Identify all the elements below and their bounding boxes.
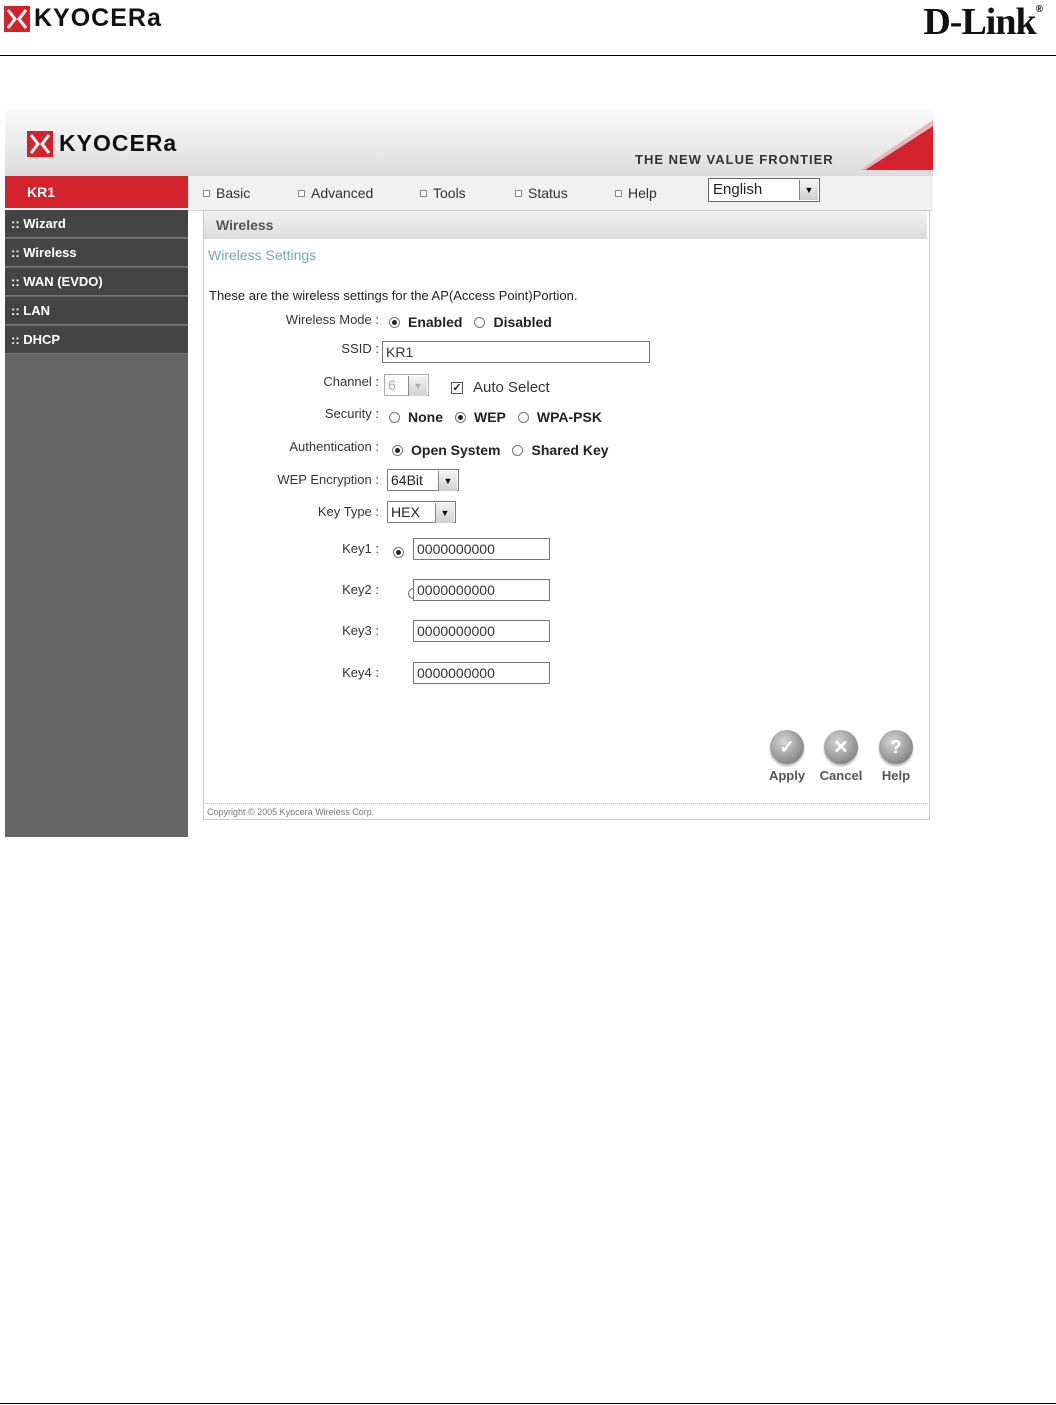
radio-open-system-label: Open System xyxy=(411,442,501,458)
security-label: Security : xyxy=(324,406,379,421)
sidebar-item-wan[interactable]: :: WAN (EVDO) xyxy=(5,268,188,296)
help-label: Help xyxy=(881,768,911,783)
chevron-down-icon[interactable]: ▼ xyxy=(438,471,457,491)
wep-encryption-select[interactable] xyxy=(387,469,459,491)
security-group xyxy=(389,409,602,425)
key4-input[interactable]: 0000000000 xyxy=(413,662,550,684)
nav-help[interactable] xyxy=(615,185,657,201)
nav-label: Basic xyxy=(216,185,251,201)
key3-label: Key3 : xyxy=(342,623,379,638)
wireless-mode-label: Wireless Mode : xyxy=(285,312,379,327)
key-type-value: HEX xyxy=(391,504,420,520)
radio-wep[interactable] xyxy=(455,412,466,423)
wireless-mode-group xyxy=(389,314,552,330)
app-logo xyxy=(27,130,177,157)
cancel-label: Cancel xyxy=(819,768,863,783)
header-rule xyxy=(0,55,1056,56)
sidebar-item-wizard[interactable]: :: Wizard xyxy=(5,210,188,238)
key3-input[interactable]: 0000000000 xyxy=(413,620,550,642)
radio-shared-key-label: Shared Key xyxy=(531,442,609,458)
key4-label: Key4 : xyxy=(342,665,379,680)
bullet-icon xyxy=(420,190,427,197)
radio-none[interactable] xyxy=(389,412,400,423)
device-name-label: KR1 xyxy=(5,176,188,208)
language-select[interactable] xyxy=(708,178,820,202)
ssid-label: SSID : xyxy=(341,341,379,356)
description: These are the wireless settings for the AP(Access Point)Portion. xyxy=(209,288,578,303)
chevron-down-icon[interactable]: ▼ xyxy=(435,503,454,523)
cancel-button[interactable] xyxy=(819,730,863,783)
nav-label: Status xyxy=(528,185,568,201)
checkmark-icon[interactable]: ✓ xyxy=(770,730,804,764)
sidebar-item-dhcp[interactable]: :: DHCP xyxy=(5,326,188,354)
chevron-down-icon[interactable]: ▼ xyxy=(408,376,427,396)
radio-open-system[interactable] xyxy=(392,445,403,456)
ssid-input[interactable]: KR1 xyxy=(382,341,650,363)
tagline: THE NEW VALUE FRONTIER xyxy=(635,152,834,167)
apply-button[interactable] xyxy=(765,730,809,783)
chevron-down-icon[interactable]: ▼ xyxy=(799,180,818,200)
nav-label: Help xyxy=(628,185,657,201)
dlink-wordmark: D-Link xyxy=(923,1,1036,43)
tab-wireless: Wireless xyxy=(204,211,927,239)
footer-divider xyxy=(203,803,928,804)
auto-select-label: Auto Select xyxy=(473,379,550,396)
help-button[interactable] xyxy=(874,730,918,783)
radio-enabled[interactable] xyxy=(389,317,400,328)
language-value: English xyxy=(713,181,763,198)
app-banner xyxy=(5,110,933,176)
section-title: Wireless Settings xyxy=(208,247,317,263)
authentication-label: Authentication : xyxy=(289,439,379,454)
radio-enabled-label: Enabled xyxy=(408,314,463,330)
dlink-logo xyxy=(923,0,1042,44)
radio-wep-label: WEP xyxy=(474,409,506,425)
apply-label: Apply xyxy=(768,768,806,783)
bullet-icon xyxy=(615,190,622,197)
nav-advanced[interactable] xyxy=(298,185,373,201)
copyright-text: Copyright © 2005 Kyocera Wireless Corp. xyxy=(207,807,375,817)
radio-wpa-psk-label: WPA-PSK xyxy=(536,409,602,425)
bullet-icon xyxy=(203,190,210,197)
key1-radio[interactable] xyxy=(393,547,404,558)
key1-label: Key1 : xyxy=(342,541,379,556)
channel-label: Channel : xyxy=(323,374,379,389)
channel-select[interactable] xyxy=(384,374,429,396)
radio-disabled-label: Disabled xyxy=(493,314,552,330)
key-type-select[interactable] xyxy=(387,501,456,523)
authentication-group xyxy=(392,442,609,458)
nav-label: Advanced xyxy=(311,185,374,201)
kyocera-logo-icon xyxy=(27,131,53,157)
top-nav xyxy=(5,176,933,211)
wep-encryption-label: WEP Encryption : xyxy=(277,472,379,487)
question-icon[interactable]: ? xyxy=(879,730,913,764)
bullet-icon xyxy=(298,190,305,197)
registered-mark: ® xyxy=(1035,4,1042,15)
x-icon[interactable]: ✕ xyxy=(824,730,858,764)
channel-value: 6 xyxy=(388,377,396,393)
nav-status[interactable] xyxy=(515,185,568,201)
kyocera-logo-icon xyxy=(4,6,30,32)
radio-shared-key[interactable] xyxy=(512,445,523,456)
key2-input[interactable]: 0000000000 xyxy=(413,579,550,601)
sidebar-item-wireless[interactable]: :: Wireless xyxy=(5,239,188,267)
sidebar xyxy=(5,210,188,837)
auto-select-group xyxy=(451,379,550,396)
key-type-label: Key Type : xyxy=(317,504,379,519)
wep-encryption-value: 64Bit xyxy=(391,472,423,488)
kyocera-wordmark: KYOCERa xyxy=(34,4,162,32)
auto-select-checkbox[interactable]: ✓ xyxy=(452,381,462,394)
key2-label: Key2 : xyxy=(342,582,379,597)
radio-none-label: None xyxy=(408,409,443,425)
app-brand-wordmark: KYOCERa xyxy=(59,130,178,156)
nav-label: Tools xyxy=(433,185,466,201)
nav-basic[interactable] xyxy=(203,185,250,201)
radio-wpa-psk[interactable] xyxy=(518,412,529,423)
radio-disabled[interactable] xyxy=(474,317,485,328)
sidebar-item-lan[interactable]: :: LAN xyxy=(5,297,188,325)
kyocera-doc-logo xyxy=(4,4,162,33)
bullet-icon xyxy=(515,190,522,197)
key1-input[interactable]: 0000000000 xyxy=(413,538,550,560)
red-wedge-decoration xyxy=(860,110,933,176)
nav-tools[interactable] xyxy=(420,185,466,201)
wireless-panel xyxy=(203,210,930,820)
router-ui-screenshot xyxy=(5,110,933,837)
footer-rule xyxy=(0,1403,1056,1404)
